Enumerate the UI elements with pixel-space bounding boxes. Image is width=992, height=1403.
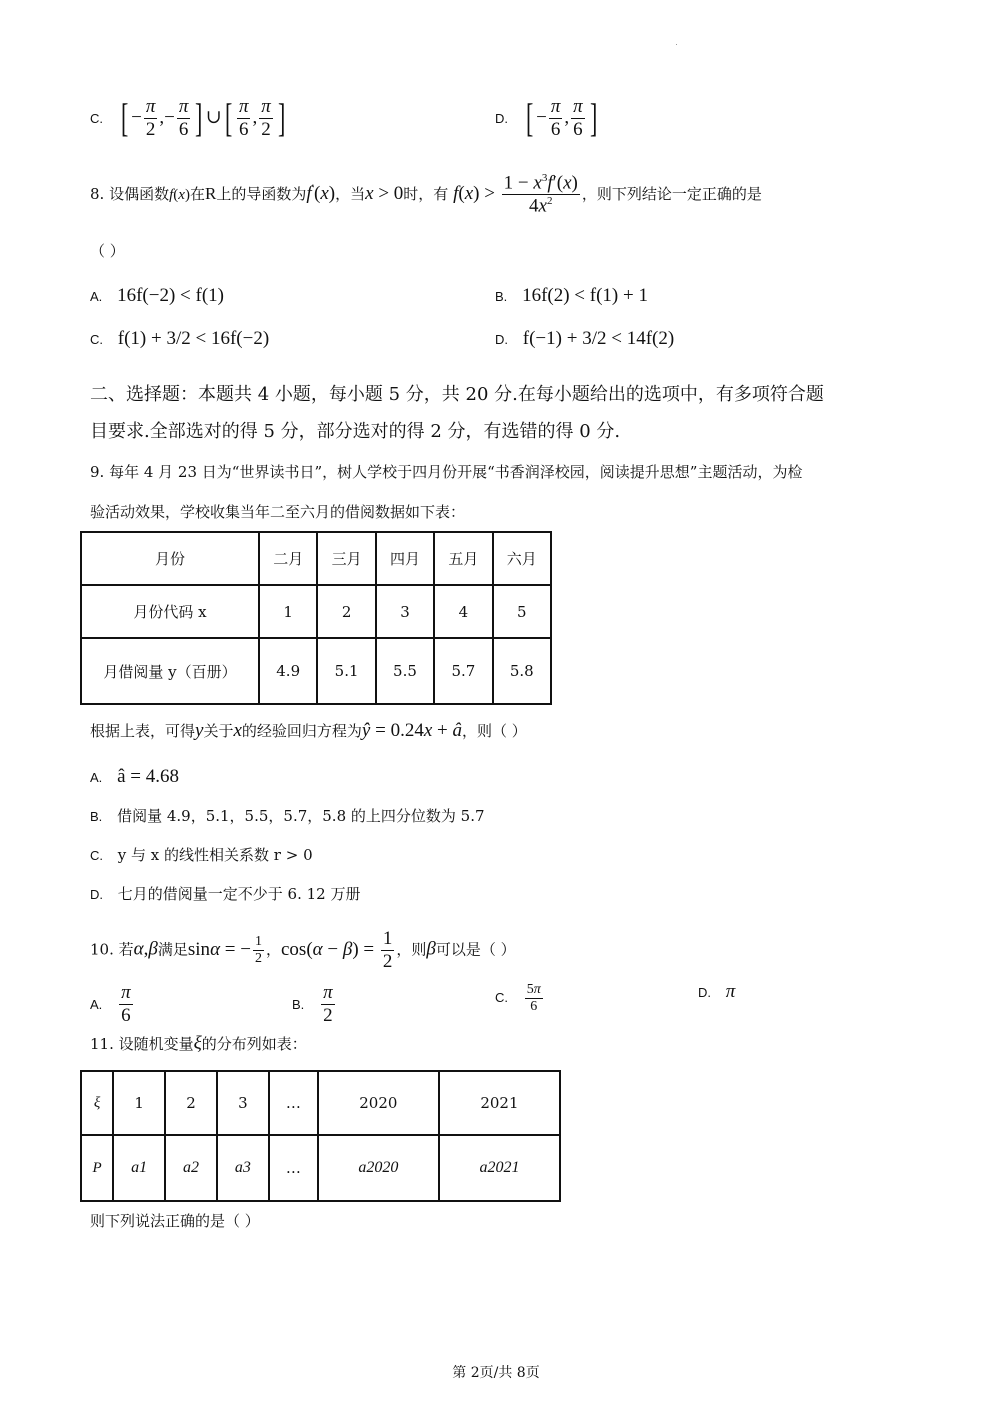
q8-option-a: A. 16f(−2) < f(1)	[90, 285, 224, 306]
q9-option-c: C. y 与 x 的线性相关系数 r > 0	[90, 846, 313, 864]
table-cell: 2020	[318, 1071, 439, 1135]
q8-option-d: D. f(−1) + 3/2 < 14f(2)	[495, 328, 675, 349]
table-cell: …	[269, 1071, 318, 1135]
table-cell: 3	[376, 585, 434, 638]
q9-option-d: D. 七月的借阅量一定不少于 6. 12 万册	[90, 885, 361, 903]
table-cell: 4	[434, 585, 492, 638]
q11-question: 则下列说法正确的是（ ）	[90, 1212, 260, 1230]
page-footer: 第 2页/共 8页	[452, 1365, 540, 1381]
table-cell: a2	[165, 1135, 217, 1201]
table-header-cell: 月借阅量 y（百册）	[81, 638, 259, 704]
table-cell: 5.7	[434, 638, 492, 704]
q10-stem: 10. 若α,β满足sinα = − $\frac{1}{2}$ ，cos(α − β) = $\frac{1}{2}$ ，则β可以是（ ）	[90, 928, 516, 972]
table-cell: 六月	[493, 532, 551, 585]
table-cell: a1	[113, 1135, 165, 1201]
table-cell: 1	[113, 1071, 165, 1135]
table-cell: 二月	[259, 532, 317, 585]
q7-option-d: D. [ − $\frac{\pi}{6}$ , $\frac{\pi}{6}$ ]	[495, 95, 597, 141]
q9-table	[80, 531, 552, 705]
table-cell: 三月	[317, 532, 375, 585]
q9-line-1: 9. 每年 4 月 23 日为“世界读书日”，树人学校于四月份开展“书香润泽校园，阅读提升思想”主题活动，为检	[90, 463, 803, 481]
table-cell: a2020	[318, 1135, 439, 1201]
table-header-cell: 月份	[81, 532, 259, 585]
q9-stem: 根据上表，可得y关于x的经验回归方程为ŷ = 0.24x + â，则（ ）	[90, 720, 527, 741]
table-cell: a3	[217, 1135, 269, 1201]
table-cell: 四月	[376, 532, 434, 585]
section-heading: 二、选择题：本题共 4 小题，每小题 5 分，共 20 分.在每小题给出的选项中，有多项符合题 目要求.全部选对的得 5 分，部分选对的得 2 分，有选错的得 0 分.	[90, 384, 824, 442]
table-cell: a2021	[439, 1135, 560, 1201]
q9-line-2: 验活动效果，学校收集当年二至六月的借阅数据如下表：	[90, 503, 466, 521]
q10-option-b: B. $\frac{\pi}{2}$	[292, 982, 333, 1026]
q8-stem: 8. 设偶函数f(x)在R上的导函数为f′(x)，当x > 0时，有 f(x) > $\frac{1 - x^3f'(x)}{4x^2}$ ，则下列结论一定正确的是	[90, 172, 762, 217]
q9-option-b: B. 借阅量 4.9，5.1，5.5，5.7，5.8 的上四分位数为 5.7	[90, 807, 485, 825]
table-cell: 4.9	[259, 638, 317, 704]
table-header-cell: ξ	[81, 1071, 113, 1135]
q11-table	[80, 1070, 561, 1202]
table-cell: 5.8	[493, 638, 551, 704]
q7-option-c: C. [ − $\frac{\pi}{2}$ ,− $\frac{\pi}{6}$ ] ∪[ $\frac{\pi}{6}$ , $\frac{\pi}{2}$ ]	[90, 95, 286, 141]
q8-paren: （ ）	[90, 242, 125, 260]
table-cell: 3	[217, 1071, 269, 1135]
table-cell: 五月	[434, 532, 492, 585]
table-cell: 5.5	[376, 638, 434, 704]
scan-dot	[676, 44, 677, 45]
q9-option-a: A. â = 4.68	[90, 766, 179, 787]
q10-option-c: C. $\frac{5\pi}{6}$	[495, 982, 541, 1015]
table-cell: 1	[259, 585, 317, 638]
table-header-cell: 月份代码 x	[81, 585, 259, 638]
q10-option-a: A. $\frac{\pi}{6}$	[90, 982, 131, 1026]
table-cell: 2	[317, 585, 375, 638]
q8-option-c: C. f(1) + 3/2 < 16f(−2)	[90, 328, 270, 349]
table-header-cell: P	[81, 1135, 113, 1201]
table-cell: 5	[493, 585, 551, 638]
q11-stem: 11. 设随机变量ξ的分布列如表：	[90, 1033, 307, 1054]
table-cell: 2	[165, 1071, 217, 1135]
q8-option-b: B. 16f(2) < f(1) + 1	[495, 285, 648, 306]
table-cell: 2021	[439, 1071, 560, 1135]
table-cell: 5.1	[317, 638, 375, 704]
table-cell: …	[269, 1135, 318, 1201]
q10-option-d: D. π	[698, 981, 736, 1002]
